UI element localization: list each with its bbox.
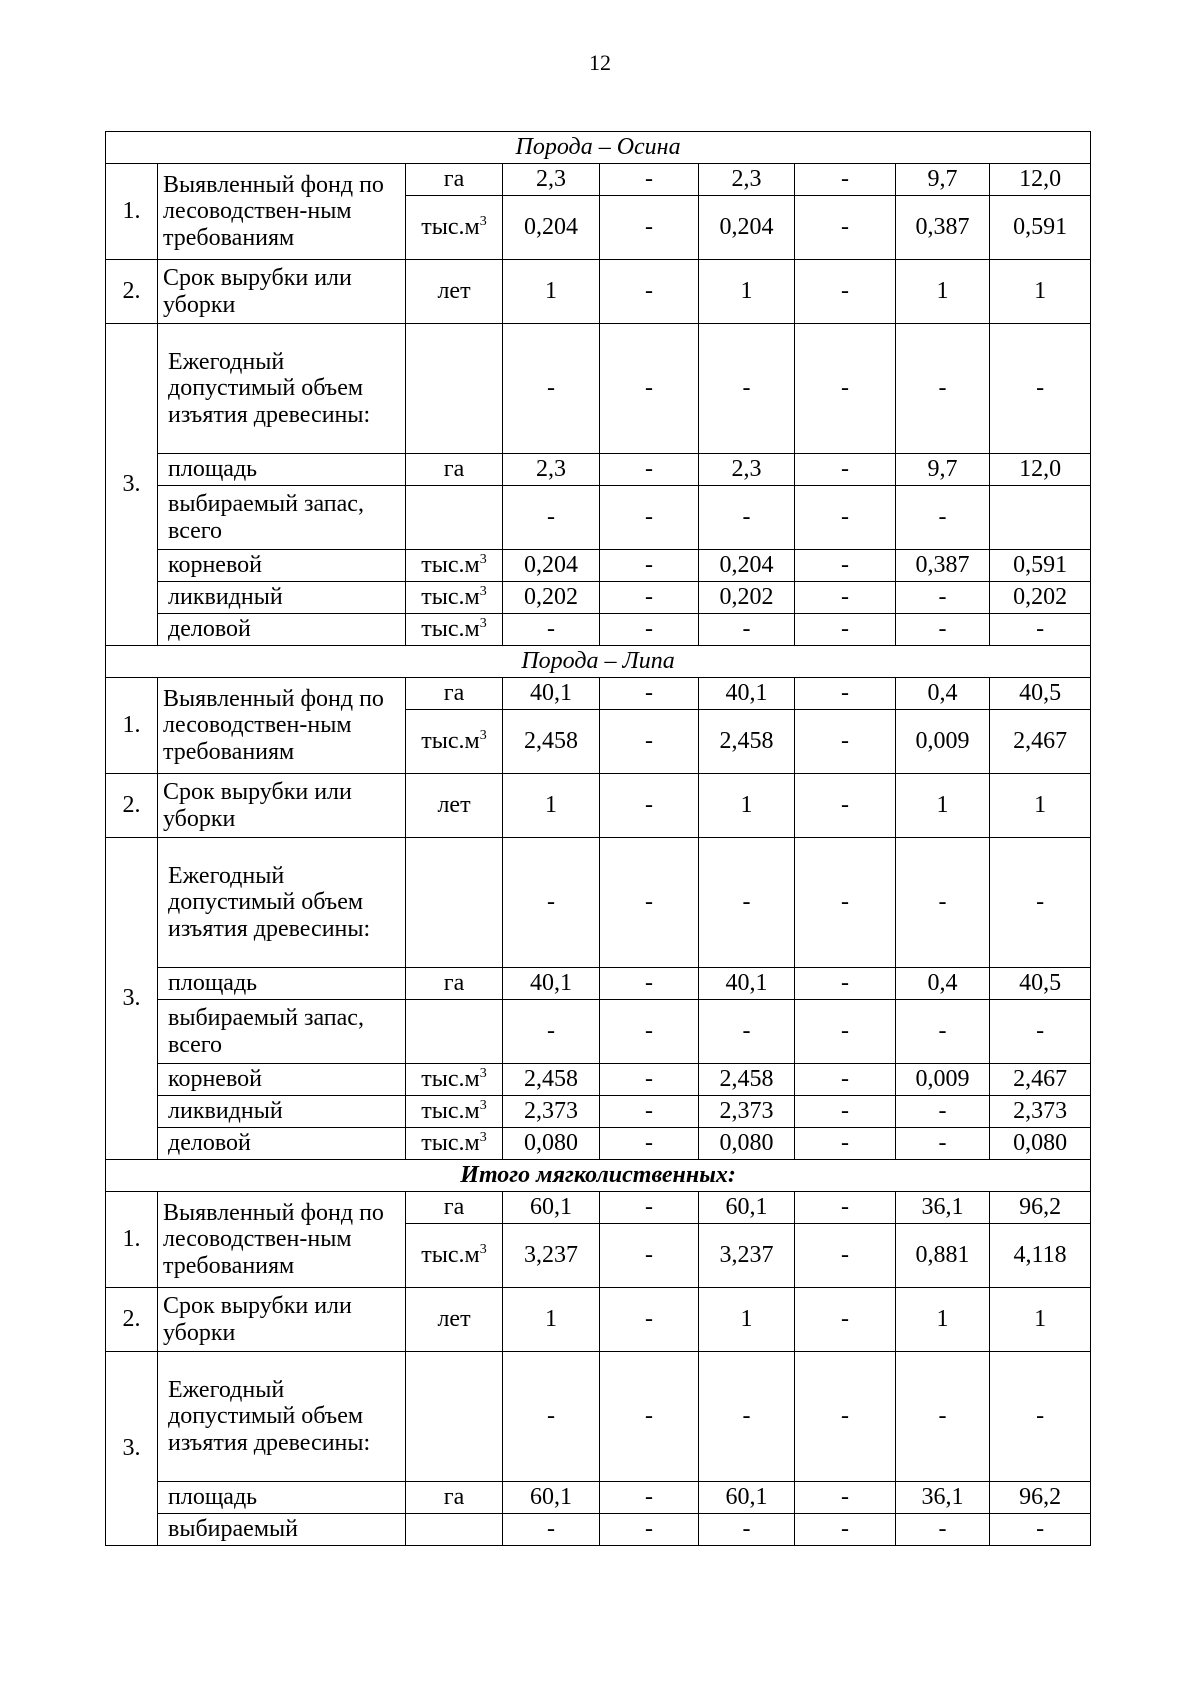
row-number: 3. <box>106 838 158 1160</box>
unit-text: тыс.м <box>421 584 480 611</box>
unit-text: тыс.м <box>421 616 480 643</box>
value-cell: - <box>795 454 896 486</box>
row-label: ликвидный <box>158 1096 406 1128</box>
value-cell: - <box>990 838 1091 968</box>
value-cell: - <box>990 1352 1091 1482</box>
value-cell: 9,7 <box>896 164 990 196</box>
value-cell: - <box>503 324 600 454</box>
value-cell: - <box>795 196 896 260</box>
value-cell: - <box>795 678 896 710</box>
value-cell: - <box>896 1514 990 1546</box>
sub-row <box>106 550 1091 582</box>
row-label: Выявленный фонд по лесоводствен-ным требованиям <box>158 678 406 774</box>
value-cell: 1 <box>896 1288 990 1352</box>
value-cell: - <box>600 260 699 324</box>
value-cell: - <box>600 678 699 710</box>
value-cell: 0,080 <box>699 1128 795 1160</box>
value-cell: - <box>600 1064 699 1096</box>
value-cell: - <box>699 1514 795 1546</box>
row-label: площадь <box>158 454 406 486</box>
value-cell: 12,0 <box>990 164 1091 196</box>
value-cell: 0,387 <box>896 550 990 582</box>
annual-volume-row <box>106 324 1091 454</box>
unit-cell: $тыс.м^3$ <box>406 550 503 582</box>
value-cell: 0,009 <box>896 1064 990 1096</box>
value-cell: - <box>600 1128 699 1160</box>
value-cell: - <box>896 614 990 646</box>
value-cell: 40,5 <box>990 968 1091 1000</box>
row-number: 2. <box>106 1288 158 1352</box>
value-cell: - <box>795 968 896 1000</box>
value-cell: - <box>896 486 990 550</box>
value-cell: - <box>699 324 795 454</box>
value-cell: - <box>699 1352 795 1482</box>
fund-area-row <box>106 678 1091 710</box>
value-cell: 60,1 <box>699 1482 795 1514</box>
unit-text: тыс.м <box>421 552 480 579</box>
value-cell: 0,591 <box>990 196 1091 260</box>
value-cell: 2,373 <box>990 1096 1091 1128</box>
unit-cell <box>406 164 503 196</box>
value-cell: - <box>600 1288 699 1352</box>
unit-cell <box>406 454 503 486</box>
value-cell: - <box>795 164 896 196</box>
value-cell: - <box>503 1000 600 1064</box>
unit-cell <box>406 1482 503 1514</box>
annual-volume-row <box>106 838 1091 968</box>
value-cell: 2,373 <box>699 1096 795 1128</box>
sub-row <box>106 968 1091 1000</box>
value-cell: 60,1 <box>699 1192 795 1224</box>
unit-cell <box>406 838 503 968</box>
value-cell: - <box>795 1192 896 1224</box>
row-label: ликвидный <box>158 582 406 614</box>
value-cell: - <box>600 838 699 968</box>
value-cell: 40,1 <box>503 678 600 710</box>
value-cell: - <box>795 260 896 324</box>
value-cell: - <box>600 710 699 774</box>
unit-cell <box>406 1352 503 1482</box>
term-row <box>106 1288 1091 1352</box>
row-label: Срок вырубки или уборки <box>158 774 406 838</box>
value-cell: - <box>990 614 1091 646</box>
unit-cell <box>406 968 503 1000</box>
value-cell: - <box>990 1514 1091 1546</box>
value-cell: 1 <box>699 1288 795 1352</box>
value-cell: - <box>600 454 699 486</box>
row-label: Срок вырубки или уборки <box>158 1288 406 1352</box>
unit-cell <box>406 1192 503 1224</box>
value-cell: 96,2 <box>990 1192 1091 1224</box>
row-label: Ежегодный допустимый объем изъятия древесины: <box>158 324 406 454</box>
value-cell: 0,080 <box>503 1128 600 1160</box>
section-title: Порода – Липа <box>106 646 1091 678</box>
unit-cell: $тыс.м^3$ <box>406 614 503 646</box>
term-row <box>106 260 1091 324</box>
unit-text: лет <box>437 278 471 305</box>
value-cell: 12,0 <box>990 454 1091 486</box>
value-cell: 1 <box>990 260 1091 324</box>
unit-text: га <box>443 680 465 707</box>
value-cell: 1 <box>503 1288 600 1352</box>
unit-text: га <box>443 1484 465 1511</box>
unit-text: тыс.м <box>421 728 480 755</box>
value-cell: - <box>600 1224 699 1288</box>
unit-text: тыс.м <box>421 1242 480 1269</box>
unit-cell: $тыс.м^3$ <box>406 196 503 260</box>
unit-cell <box>406 486 503 550</box>
value-cell: - <box>896 324 990 454</box>
row-number: 1. <box>106 164 158 260</box>
value-cell: - <box>896 582 990 614</box>
value-cell: - <box>600 1000 699 1064</box>
value-cell: - <box>600 1514 699 1546</box>
value-cell: 1 <box>990 1288 1091 1352</box>
unit-cell <box>406 678 503 710</box>
row-number: 1. <box>106 1192 158 1288</box>
unit-text: лет <box>437 1306 471 1333</box>
row-label: площадь <box>158 968 406 1000</box>
value-cell: - <box>600 968 699 1000</box>
value-cell: - <box>600 196 699 260</box>
unit-text: тыс.м <box>421 1130 480 1157</box>
value-cell: - <box>795 1224 896 1288</box>
row-label: Ежегодный допустимый объем изъятия древесины: <box>158 1352 406 1482</box>
value-cell: - <box>795 1352 896 1482</box>
row-label: Выявленный фонд по лесоводствен-ным требованиям <box>158 1192 406 1288</box>
value-cell: 36,1 <box>896 1482 990 1514</box>
sub-row <box>106 1000 1091 1064</box>
value-cell: - <box>795 1000 896 1064</box>
value-cell: - <box>990 324 1091 454</box>
value-cell: - <box>600 164 699 196</box>
value-cell: 2,458 <box>699 1064 795 1096</box>
value-cell: - <box>600 774 699 838</box>
sub-row <box>106 486 1091 550</box>
value-cell: 2,3 <box>503 454 600 486</box>
row-label: деловой <box>158 1128 406 1160</box>
value-cell: - <box>795 614 896 646</box>
value-cell: 0,204 <box>699 196 795 260</box>
value-cell: - <box>600 550 699 582</box>
value-cell: - <box>699 1000 795 1064</box>
value-cell <box>990 486 1091 550</box>
forest-fund-table <box>105 131 1091 1546</box>
unit-cell: $тыс.м^3$ <box>406 1064 503 1096</box>
value-cell: 2,3 <box>699 454 795 486</box>
row-label: Срок вырубки или уборки <box>158 260 406 324</box>
value-cell: - <box>896 1352 990 1482</box>
unit-cell <box>406 1000 503 1064</box>
row-label: Ежегодный допустимый объем изъятия древесины: <box>158 838 406 968</box>
value-cell: - <box>896 1128 990 1160</box>
value-cell: 0,202 <box>699 582 795 614</box>
value-cell: 0,387 <box>896 196 990 260</box>
unit-text: га <box>443 166 465 193</box>
value-cell: - <box>795 1514 896 1546</box>
unit-cell: $тыс.м^3$ <box>406 1224 503 1288</box>
value-cell: 2,467 <box>990 1064 1091 1096</box>
fund-area-row <box>106 164 1091 196</box>
unit-text: тыс.м <box>421 1066 480 1093</box>
sub-row <box>106 454 1091 486</box>
row-label: Выявленный фонд по лесоводствен-ным требованиям <box>158 164 406 260</box>
value-cell: 60,1 <box>503 1192 600 1224</box>
unit-cell: $тыс.м^3$ <box>406 710 503 774</box>
value-cell: 0,202 <box>990 582 1091 614</box>
value-cell: - <box>600 1352 699 1482</box>
value-cell: - <box>795 1064 896 1096</box>
value-cell: 2,458 <box>699 710 795 774</box>
value-cell: 1 <box>896 260 990 324</box>
value-cell: - <box>503 486 600 550</box>
unit-cell: $тыс.м^3$ <box>406 1096 503 1128</box>
row-number: 1. <box>106 678 158 774</box>
value-cell: - <box>795 838 896 968</box>
value-cell: - <box>600 1482 699 1514</box>
value-cell: 1 <box>699 260 795 324</box>
value-cell: 40,1 <box>699 678 795 710</box>
term-row <box>106 774 1091 838</box>
sub-row <box>106 614 1091 646</box>
value-cell: - <box>600 614 699 646</box>
value-cell: 2,467 <box>990 710 1091 774</box>
value-cell: 0,009 <box>896 710 990 774</box>
sub-row <box>106 1064 1091 1096</box>
section-header-row <box>106 646 1091 678</box>
unit-text: га <box>443 456 465 483</box>
value-cell: 0,4 <box>896 678 990 710</box>
value-cell: - <box>795 324 896 454</box>
annual-volume-row <box>106 1352 1091 1482</box>
value-cell: 4,118 <box>990 1224 1091 1288</box>
value-cell: 2,458 <box>503 710 600 774</box>
section-title: Порода – Осина <box>106 132 1091 164</box>
section-header-row <box>106 132 1091 164</box>
value-cell: - <box>795 710 896 774</box>
value-cell: - <box>699 614 795 646</box>
value-cell: 0,204 <box>503 196 600 260</box>
value-cell: 0,881 <box>896 1224 990 1288</box>
unit-text: тыс.м <box>421 214 480 241</box>
value-cell: 0,4 <box>896 968 990 1000</box>
value-cell: 40,1 <box>699 968 795 1000</box>
value-cell: 40,1 <box>503 968 600 1000</box>
row-label: корневой <box>158 1064 406 1096</box>
row-number: 2. <box>106 260 158 324</box>
sub-row <box>106 1482 1091 1514</box>
unit-cell <box>406 1288 503 1352</box>
value-cell: 2,3 <box>503 164 600 196</box>
unit-cell <box>406 1514 503 1546</box>
section-title: Итого мягколиственных: <box>106 1160 1091 1192</box>
value-cell: - <box>600 1096 699 1128</box>
row-label: площадь <box>158 1482 406 1514</box>
sub-row <box>106 1514 1091 1546</box>
value-cell: - <box>795 486 896 550</box>
value-cell: - <box>600 582 699 614</box>
value-cell: 2,373 <box>503 1096 600 1128</box>
value-cell: 60,1 <box>503 1482 600 1514</box>
row-label: корневой <box>158 550 406 582</box>
unit-cell: $тыс.м^3$ <box>406 582 503 614</box>
row-label: выбираемый запас, всего <box>158 486 406 550</box>
value-cell: - <box>503 838 600 968</box>
value-cell: 2,458 <box>503 1064 600 1096</box>
value-cell: - <box>795 774 896 838</box>
value-cell: - <box>896 1096 990 1128</box>
value-cell: - <box>896 838 990 968</box>
value-cell: - <box>795 1288 896 1352</box>
value-cell: 36,1 <box>896 1192 990 1224</box>
row-label: выбираемый запас, всего <box>158 1000 406 1064</box>
value-cell: 9,7 <box>896 454 990 486</box>
unit-text: га <box>443 970 465 997</box>
value-cell: - <box>795 1482 896 1514</box>
unit-cell <box>406 260 503 324</box>
value-cell: 0,591 <box>990 550 1091 582</box>
value-cell: - <box>795 1096 896 1128</box>
unit-cell: $тыс.м^3$ <box>406 1128 503 1160</box>
section-header-row <box>106 1160 1091 1192</box>
sub-row <box>106 1128 1091 1160</box>
row-number: 2. <box>106 774 158 838</box>
value-cell: - <box>795 582 896 614</box>
unit-text: тыс.м <box>421 1098 480 1125</box>
value-cell: - <box>503 1514 600 1546</box>
row-number: 3. <box>106 1352 158 1546</box>
row-number: 3. <box>106 324 158 646</box>
unit-cell <box>406 324 503 454</box>
fund-area-row <box>106 1192 1091 1224</box>
value-cell: - <box>600 486 699 550</box>
value-cell: - <box>896 1000 990 1064</box>
value-cell: 3,237 <box>699 1224 795 1288</box>
value-cell: - <box>699 486 795 550</box>
value-cell: 0,202 <box>503 582 600 614</box>
row-label: деловой <box>158 614 406 646</box>
value-cell: - <box>990 1000 1091 1064</box>
value-cell: 0,204 <box>699 550 795 582</box>
value-cell: - <box>503 614 600 646</box>
value-cell: 0,080 <box>990 1128 1091 1160</box>
unit-text: га <box>443 1194 465 1221</box>
sub-row <box>106 582 1091 614</box>
value-cell: 1 <box>503 774 600 838</box>
value-cell: - <box>600 324 699 454</box>
value-cell: 1 <box>990 774 1091 838</box>
value-cell: 40,5 <box>990 678 1091 710</box>
row-label: выбираемый <box>158 1514 406 1546</box>
value-cell: 1 <box>896 774 990 838</box>
value-cell: 2,3 <box>699 164 795 196</box>
value-cell: 1 <box>699 774 795 838</box>
value-cell: - <box>600 1192 699 1224</box>
unit-text: лет <box>437 792 471 819</box>
value-cell: - <box>699 838 795 968</box>
unit-cell <box>406 774 503 838</box>
value-cell: 0,204 <box>503 550 600 582</box>
page-number: 12 <box>589 50 611 75</box>
value-cell: 96,2 <box>990 1482 1091 1514</box>
sub-row <box>106 1096 1091 1128</box>
value-cell: - <box>795 1128 896 1160</box>
value-cell: - <box>503 1352 600 1482</box>
value-cell: 3,237 <box>503 1224 600 1288</box>
value-cell: - <box>795 550 896 582</box>
value-cell: 1 <box>503 260 600 324</box>
